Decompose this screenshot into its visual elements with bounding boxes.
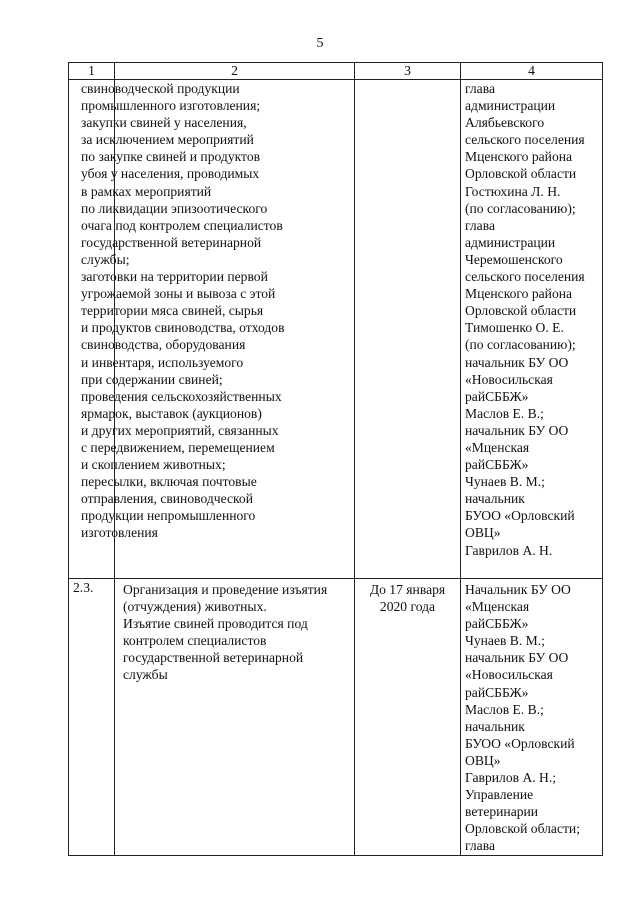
measure-line: службы;	[81, 251, 130, 267]
responsible-line: глава	[465, 81, 495, 96]
row-number: 2.3.	[69, 579, 115, 856]
responsible-line: (по согласованию);	[465, 337, 576, 353]
responsible-line: райСББЖ»	[465, 684, 529, 700]
responsible-line: Маслов Е. В.;	[465, 405, 544, 421]
responsible-line: начальник БУ ОО	[465, 354, 569, 370]
measure-line: убоя у населения, проводимых	[81, 166, 260, 182]
responsible-line: сельского поселения	[465, 269, 585, 285]
column-header-2: 2	[115, 63, 355, 80]
measure-line: заготовки на территории первой	[81, 269, 268, 285]
responsible-line: «Мценская	[465, 439, 530, 455]
responsible-line: начальник	[465, 718, 525, 734]
measure-line: отправления, свиноводческой	[81, 491, 253, 507]
measure-line: государственной ветеринарной	[123, 650, 304, 666]
responsible-line: ОВЦ»	[465, 752, 501, 768]
deadline-cell	[355, 80, 461, 579]
responsible-cell	[461, 579, 603, 856]
measure-line: и инвентаря, используемого	[81, 354, 244, 370]
measure-line: Организация и проведение изъятия	[123, 582, 328, 597]
measure-line: по закупке свиней и продуктов	[81, 149, 261, 165]
responsible-line: Мценского района	[465, 149, 573, 165]
responsible-line: «Новосильская	[465, 667, 553, 683]
responsible-line: начальник БУ ОО	[465, 422, 569, 438]
table-row	[69, 80, 603, 579]
measure-line: и других мероприятий, связанных	[81, 422, 279, 438]
responsible-line: Орловской области	[465, 166, 577, 182]
responsible-line: Мценского района	[465, 286, 573, 302]
responsible-line: Управление	[465, 787, 534, 803]
measure-line: закупки свиней у населения,	[81, 115, 247, 131]
table-header-row	[69, 63, 603, 80]
column-header-1: 1	[69, 63, 115, 80]
deadline-line: 2020 года	[379, 599, 436, 615]
responsible-line: (по согласованию);	[465, 200, 576, 216]
responsible-line: «Новосильская	[465, 371, 553, 387]
measure-line: угрожаемой зоны и вывоза с этой	[81, 286, 276, 302]
measure-line: в рамках мероприятий	[81, 183, 212, 199]
responsible-line: Гостюхина Л. Н.	[465, 183, 561, 199]
responsible-line: Начальник БУ ОО	[465, 582, 571, 597]
responsible-line: Чунаев В. М.;	[465, 633, 545, 649]
measure-line: изготовления	[81, 525, 158, 541]
responsible-line: начальник БУ ОО	[465, 650, 569, 666]
responsible-line: начальник	[465, 491, 525, 507]
measure-cell	[81, 80, 355, 579]
measure-line: свиноводства, оборудования	[81, 337, 246, 353]
responsible-line: администрации	[465, 98, 556, 114]
responsible-line: райСББЖ»	[465, 616, 529, 632]
responsible-cell	[461, 80, 603, 579]
measure-line: (отчуждения) животных.	[123, 599, 267, 615]
responsible-line: Тимошенко О. Е.	[465, 320, 564, 336]
responsible-line: райСББЖ»	[465, 457, 529, 473]
responsible-line: райСББЖ»	[465, 388, 529, 404]
measure-line: службы	[123, 667, 168, 683]
measure-line: по ликвидации эпизоотического	[81, 200, 268, 216]
table-row	[69, 579, 603, 856]
responsible-line: сельского поселения	[465, 132, 585, 148]
responsible-line: глава	[465, 838, 495, 854]
measure-line: очага под контролем специалистов	[81, 217, 283, 233]
measure-line: и скоплением животных;	[81, 457, 226, 473]
deadline-cell	[355, 579, 461, 856]
responsible-line: Орловской области	[465, 303, 577, 319]
responsible-line: глава	[465, 217, 495, 233]
responsible-line: Алябьевского	[465, 115, 545, 131]
responsible-line: Черемошенского	[465, 251, 563, 267]
responsible-line: Орловской области;	[465, 821, 580, 837]
measure-cell	[115, 579, 355, 856]
measure-line: и продуктов свиноводства, отходов	[81, 320, 285, 336]
measure-line: с передвижением, перемещением	[81, 439, 275, 455]
responsible-line: Гаврилов А. Н.;	[465, 770, 557, 786]
responsible-line: «Мценская	[465, 599, 530, 615]
responsible-line: ветеринарии	[465, 804, 539, 820]
page-number: 5	[316, 36, 324, 51]
measure-line: ярмарок, выставок (аукционов)	[81, 405, 262, 421]
measure-line: пересылки, включая почтовые	[81, 474, 257, 490]
measure-line: государственной ветеринарной	[81, 234, 262, 250]
measure-line: территории мяса свиней, сырья	[81, 303, 264, 319]
column-header-3: 3	[355, 63, 461, 80]
measure-line: продукции непромышленного	[81, 508, 256, 524]
column-header-4: 4	[461, 63, 603, 80]
measures-table	[68, 62, 603, 856]
responsible-line: Чунаев В. М.;	[465, 474, 545, 490]
measure-line: контролем специалистов	[123, 633, 267, 649]
responsible-line: Гаврилов А. Н.	[465, 542, 553, 558]
measure-line: промышленного изготовления;	[81, 98, 261, 114]
responsible-line: администрации	[465, 234, 556, 250]
deadline-line: До 17 января	[369, 582, 446, 597]
measure-line: при содержании свиней;	[81, 371, 223, 387]
measure-line: Изъятие свиней проводится под	[123, 616, 308, 632]
responsible-line: Маслов Е. В.;	[465, 701, 544, 717]
measure-line: свиноводческой продукции	[81, 81, 240, 96]
responsible-line: БУОО «Орловский	[465, 735, 575, 751]
responsible-line: БУОО «Орловский	[465, 508, 575, 524]
responsible-line: ОВЦ»	[465, 525, 501, 541]
measure-line: за исключением мероприятий	[81, 132, 254, 148]
measure-line: проведения сельскохозяйственных	[81, 388, 282, 404]
